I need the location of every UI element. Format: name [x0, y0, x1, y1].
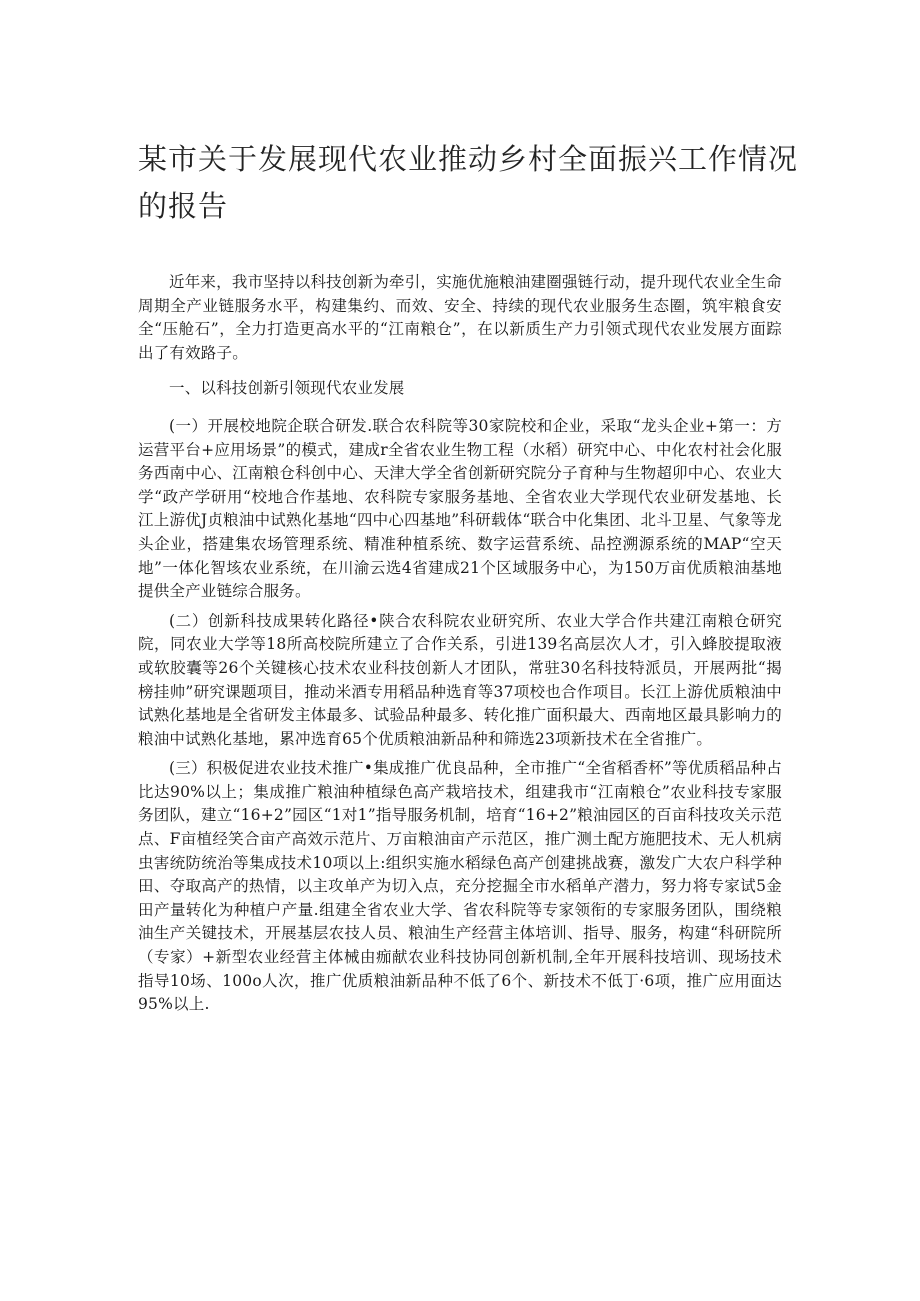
section-heading: 一、以科技创新引领现代农业发展	[169, 379, 405, 398]
paragraph-joint-research: (一）开展校地院企联合研发.联合农科院等30家院校和企业，采取“龙头企业+第一：方运营平台+应用场景”的模式，建成r全省农业生物工程（水稻）研究中心、中化农村社会化服务西南中心、江南粮仓科创中心、天津大学全省创新研究院分子育种与生物超卯中心、农业大学“政产学研用“校地合作基地、农科院专家服务基地、全省农业大学现代农业研发基地、长江上游优J贞粮油中试熟化基地“四中心四基地”科研载体“联合中化集团、北斗卫星、气象等龙头企业，搭建集农场管理系统、精准种植系统、数字运营系统、品控溯源系统的MAP“空天地”一体化智垓农业系统，在川渝云选4省建成21个区域服务中心，为150万亩优质粮油基地提供全产业链综合服务。	[138, 416, 782, 601]
document-title: 某市关于发展现代农业推动乡村全面振兴工作情况的报告	[138, 142, 799, 223]
document-body	[138, 271, 782, 1023]
paragraph-tech-promotion: (三）积极促进农业技术推广•集成推广优良品种，全市推广“全省稻香杯”等优质稻品种占比达90%以上；集成推广粮油种植绿色高产栽培技术，组建我市“江南粮仓”农业科技专家服务团队，建立“16+2”园区“1对1”指导服务机制，培育“16+2”粮油园区的百亩科技攻关示范点、F亩植经笑合亩产高效示范片、万亩粮油亩产示范区，推广测土配方施肥技术、无人机病虫害统防统治等集成技术10项以上:组织实施水稻绿色高产创建挑战赛，激发广大农户科学种田、夺取高产的热情，以主攻单产为切入点，充分挖掘全市水稻单产潜力，努力将专家试5金田产量转化为种植户产量.组建全省农业大学、省农科院等专家领衔的专家服务团队，围绕粮油生产关键技术，开展基层农技人员、粮油生产经营主体培训、指导、服务，构建“科研院所（专家）+新型农业经营主体械由痂献农业科技协同创新机制,全年开展科技培训、现场技术指导10场、100o人次，推广优质粮油新品种不低了6个、新技术不低丁·6项，推广应用面达95%以上.	[138, 759, 782, 1014]
intro-paragraph: 近年来，我市坚持以科技创新为牵引，实施优施粮油建圈强链行动，提升现代农业全生命周期全产业链服务水平，构建集约、而效、安全、持续的现代农业服务生态圈，筑牢粮食安全“压舱石”，全力打造更高水平的“江南粮仓”，在以新质生产力引领式现代农业发展方面踪出了有效路子。	[138, 273, 782, 362]
paragraph-tech-transfer: (二）创新科技成果转化路径•陕合农科院农业研究所、农业大学合作共建江南粮仓研究院，同农业大学等18所高校院所建立了合作关系，引进139名高层次人才，引入蜂胶提取液或软胶囊等26个关键核心技术农业科技创新人才团队，常驻30名科技特派员，开展两批“揭榜挂帅”研究课题项目，推动米酒专用稻品种选育等37项校也合作项目。长江上游优质粮油中试熟化基地是全省研发主体最多、试验品种最多、转化推广面积最大、西南地区最具影响力的粮油中试熟化基地，累冲选育65个优质粮油新品种和筛选23项新技术在全省推广。	[138, 611, 782, 748]
